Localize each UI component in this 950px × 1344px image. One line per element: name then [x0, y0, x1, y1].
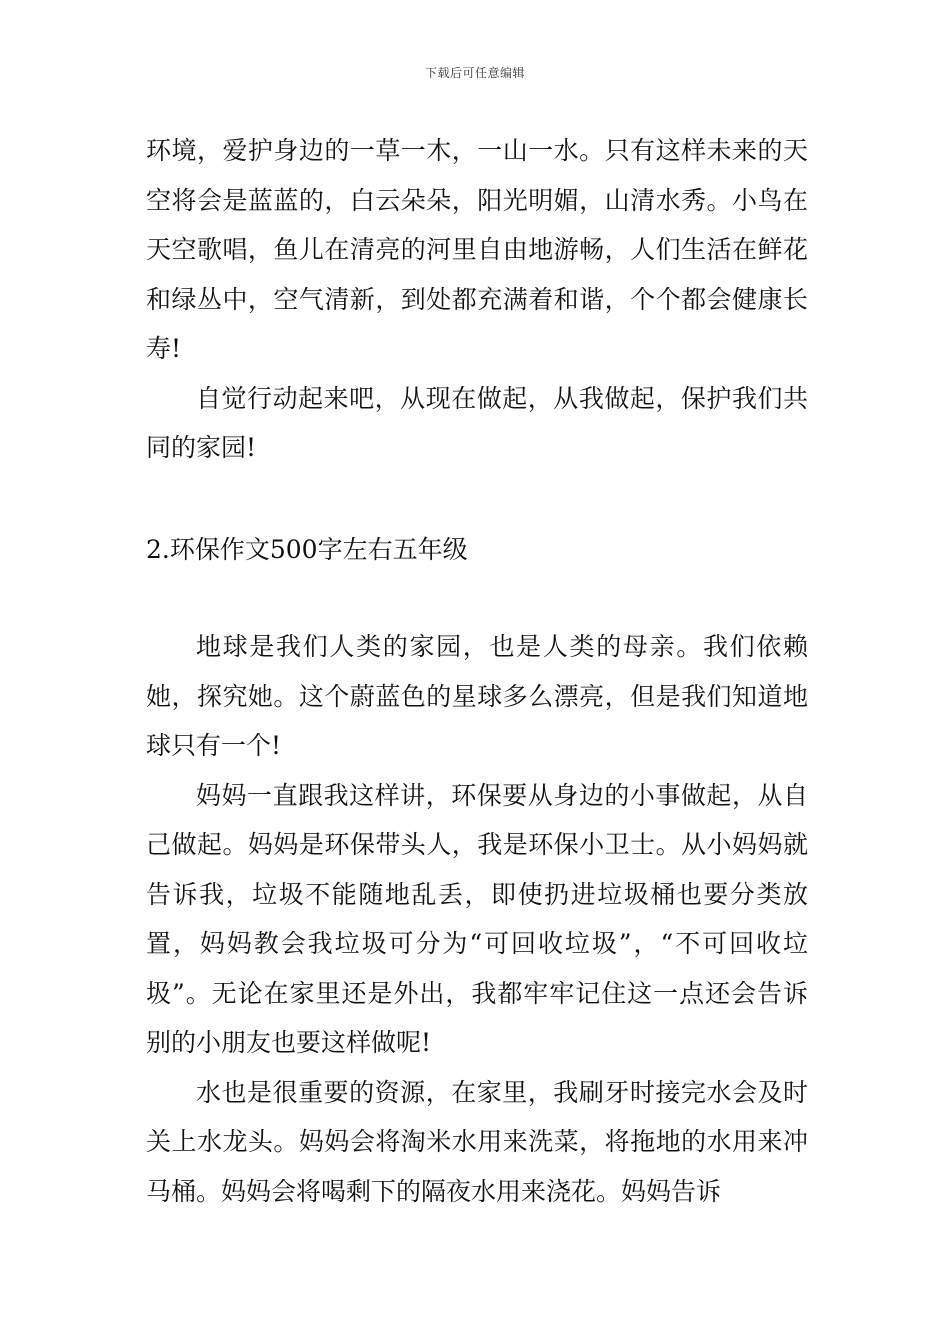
paragraph: 自觉行动起来吧，从现在做起，从我做起，保护我们共同的家园! [146, 383, 808, 462]
section-1-body [146, 126, 808, 473]
section-heading: 2.环保作文500字左右五年级 [146, 535, 468, 564]
paragraph: 妈妈一直跟我这样讲，环保要从身边的小事做起，从自己做起。妈妈是环保带头人，我是环保小卫士。从小妈妈就告诉我，垃圾不能随地乱丢，即使扔进垃圾桶也要分类放置，妈妈教会我垃圾可分为“可回收垃圾”，“不可回收垃圾”。无论在家里还是外出，我都牢牢记住这一点还会告诉别的小朋友也要这样做呢! [146, 780, 808, 1057]
section-2-body [146, 622, 808, 1216]
page-header: 下载后可任意编辑 [424, 66, 525, 80]
paragraph: 地球是我们人类的家园，也是人类的母亲。我们依赖她，探究她。这个蔚蓝色的星球多么漂亮，但是我们知道地球只有一个! [146, 632, 808, 760]
paragraph: 环境，爱护身边的一草一木，一山一水。只有这样未来的天空将会是蓝蓝的，白云朵朵，阳光明媚，山清水秀。小鸟在天空歌唱，鱼儿在清亮的河里自由地游畅，人们生活在鲜花和绿丛中，空气清新，到处都充满着和谐，个个都会健康长寿! [146, 136, 808, 363]
paragraph: 水也是很重要的资源，在家里，我刷牙时接完水会及时关上水龙头。妈妈会将淘米水用来洗菜，将拖地的水用来冲马桶。妈妈会将喝剩下的隔夜水用来浇花。妈妈告诉 [146, 1077, 808, 1206]
